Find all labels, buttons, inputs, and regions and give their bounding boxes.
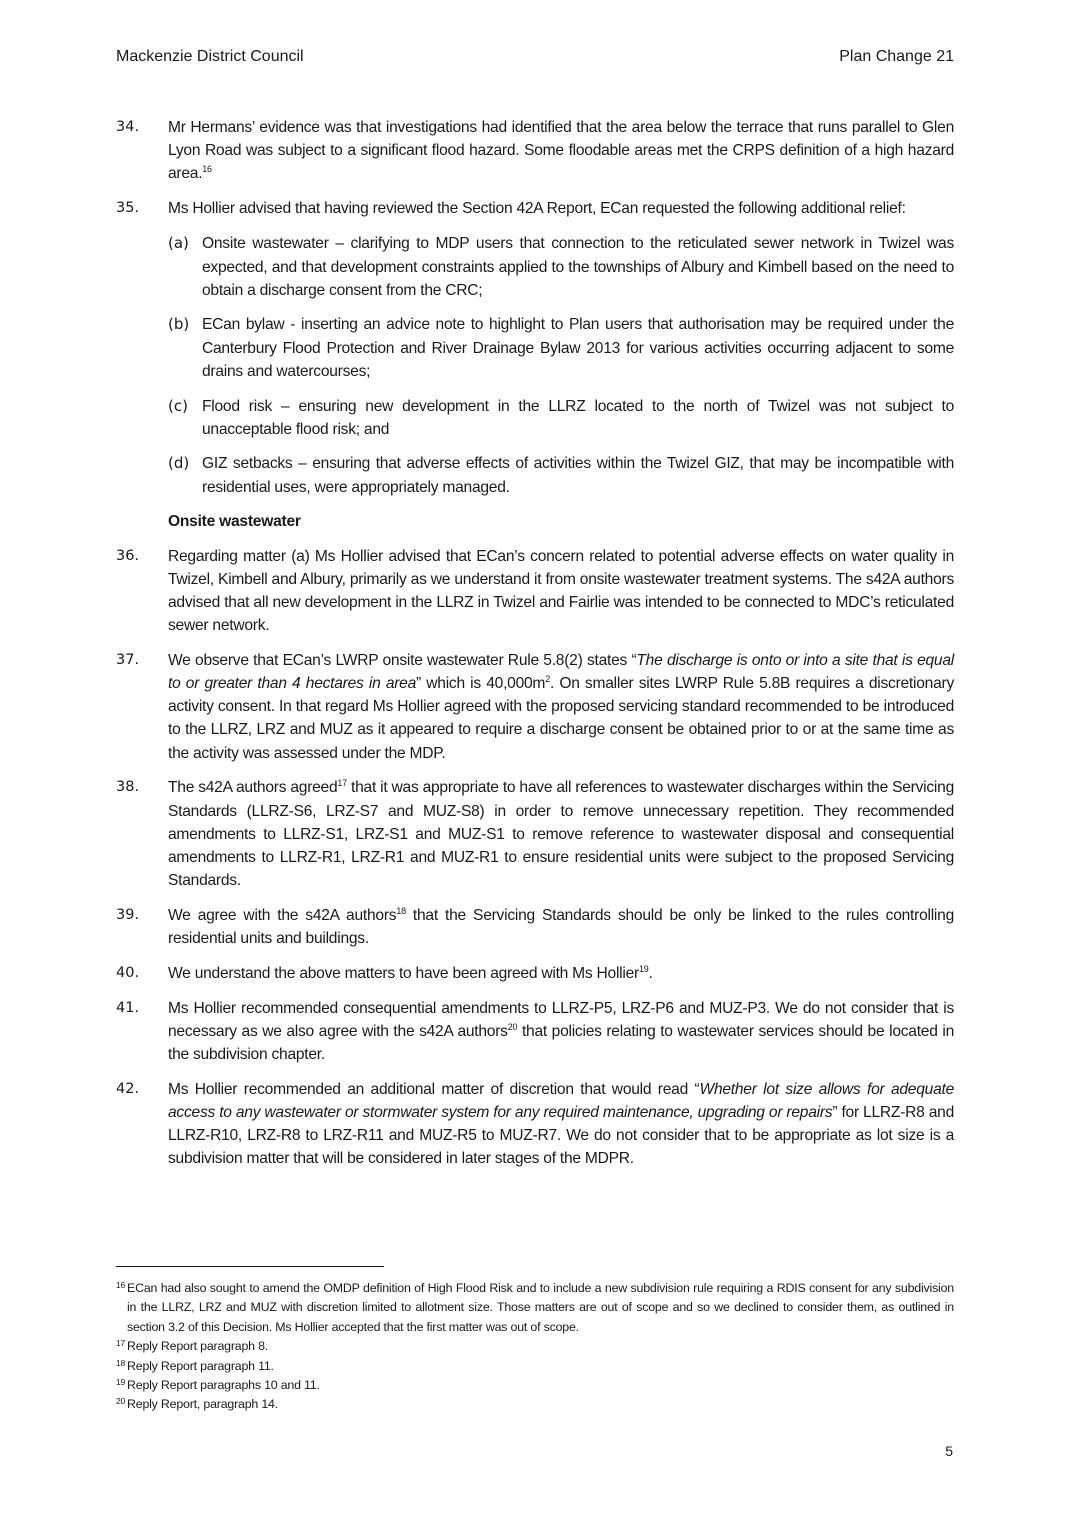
footnotes xyxy=(116,1279,954,1415)
sub-item-c xyxy=(116,395,954,441)
paragraph-35 xyxy=(116,197,954,220)
paragraph-number: 35. xyxy=(116,200,140,217)
footnote-number: 19 xyxy=(116,1377,126,1388)
footnote-text: Reply Report paragraph 8. xyxy=(127,1339,269,1354)
footnote-number: 20 xyxy=(116,1396,126,1407)
footnote-ref[interactable]: 18 xyxy=(396,905,406,916)
footnote-19 xyxy=(116,1376,954,1395)
paragraph-39 xyxy=(116,904,954,950)
sub-item-text: GIZ setbacks – ensuring that adverse effects of activities within the Twizel GIZ, that may be incompatible with residential uses, were appropriately managed. xyxy=(202,455,954,496)
footnote-17 xyxy=(116,1337,954,1356)
paragraph-text: that the Servicing Standards should be only be linked to the rules controlling residential units and buildings. xyxy=(168,906,954,948)
paragraph-number: 39. xyxy=(116,906,140,923)
paragraph-number: 42. xyxy=(116,1080,140,1097)
footnote-ref[interactable]: 20 xyxy=(507,1021,518,1032)
footnote-16 xyxy=(116,1279,954,1337)
sub-item-label: (b) xyxy=(168,315,190,334)
paragraph-38 xyxy=(116,776,954,892)
paragraph-number: 40. xyxy=(116,964,140,981)
footnote-text: Reply Report paragraph 11. xyxy=(127,1358,274,1373)
sub-item-text: ECan bylaw - inserting an advice note to highlight to Plan users that authorisation may be required under the Canterbury Flood Protection and River Drainage Bylaw 2013 for various activities occurring adjacent to some drains and watercourses; xyxy=(202,316,954,380)
paragraph-text: that policies relating to wastewater services should be located in the subdivision chapter. xyxy=(168,1022,954,1063)
document-body xyxy=(116,116,954,1182)
sub-item-label: (a) xyxy=(168,234,189,253)
footnote-ref[interactable]: 16 xyxy=(202,164,212,175)
paragraph-36 xyxy=(116,545,954,638)
footnote-text: ECan had also sought to amend the OMDP definition of High Flood Risk and to include a new subdivision rule requiring a RDIS consent for any subdivision in the LLRZ, LRZ and MUZ with discretion limited to allotment size. Those matters are out of scope and so we declined to consider them, as outlined in section 3.2 of this Decision. Ms Hollier accepted that the first matter was out of scope. xyxy=(127,1281,954,1334)
paragraph-text: Ms Hollier recommended an additional matter of discretion that would read “ xyxy=(168,1080,700,1098)
footnote-ref[interactable]: 17 xyxy=(337,778,347,789)
quoted-rule-text: The discharge is onto or into a site that is equal to or greater than 4 hectares in area xyxy=(168,651,954,693)
footnote-number: 17 xyxy=(116,1338,126,1349)
paragraph-text: Ms Hollier advised that having reviewed the Section 42A Report, ECan requested the following additional relief: xyxy=(168,200,906,218)
footnote-number: 18 xyxy=(116,1357,126,1368)
footnote-text: Reply Report, paragraph 14. xyxy=(127,1397,278,1412)
paragraph-text: Ms Hollier recommended consequential amendments to LLRZ-P5, LRZ-P6 and MUZ-P3. We do not consider that is necessary as we also agree with the s42A authors xyxy=(168,999,954,1040)
section-heading: Onsite wastewater xyxy=(168,513,301,531)
page-number: 5 xyxy=(945,1443,953,1459)
footnote-text: Reply Report paragraphs 10 and 11. xyxy=(127,1378,320,1393)
sub-item-a xyxy=(116,232,954,302)
sub-item-text: Onsite wastewater – clarifying to MDP users that connection to the reticulated sewer network in Twizel was expected, and that development constraints applied to the townships of Albury and Kimbell based on the need to obtain a discharge consent from the CRC; xyxy=(202,235,954,299)
footnote-ref[interactable]: 19 xyxy=(638,963,649,974)
paragraph-42 xyxy=(116,1078,954,1171)
footnote-separator xyxy=(116,1266,384,1267)
paragraph-37 xyxy=(116,649,954,765)
footnote-18 xyxy=(116,1357,954,1376)
sub-item-text: Flood risk – ensuring new development in the LLRZ located to the north of Twizel was not subject to unacceptable flood risk; and xyxy=(202,397,954,438)
paragraph-text: ” which is 40,000m xyxy=(416,675,546,693)
paragraph-text: . On smaller sites LWRP Rule 5.8B requires a discretionary activity consent. In that regard Ms Hollier agreed with the proposed servicing standard recommended to be introduced to the LLRZ, LRZ and MUZ as it appeared to require a discharge consent be obtained prior to or at the same time as the activity was assessed under the MDP. xyxy=(168,675,954,762)
quoted-text: Whether lot size allows for adequate access to any wastewater or stormwater system for any required maintenance, upgrading or repairs xyxy=(168,1080,954,1121)
paragraph-text: We agree with the s42A authors xyxy=(168,906,397,924)
paragraph-number: 38. xyxy=(116,779,140,796)
paragraph-text: We observe that ECan’s LWRP onsite wastewater Rule 5.8(2) states “ xyxy=(168,651,637,669)
paragraph-text: The s42A authors agreed xyxy=(168,779,338,797)
paragraph-text: We understand the above matters to have been agreed with Ms Hollier xyxy=(168,964,639,982)
sub-item-label: (d) xyxy=(168,454,190,473)
paragraph-number: 34. xyxy=(116,119,140,135)
footnote-20 xyxy=(116,1395,954,1414)
paragraph-34 xyxy=(116,116,954,186)
header-right: Plan Change 21 xyxy=(839,48,954,65)
paragraph-40 xyxy=(116,962,954,985)
paragraph-text: Mr Hermans’ evidence was that investigations had identified that the area below the terrace that runs parallel to Glen Lyon Road was subject to a significant flood hazard. Some floodable areas met the CRPS definition of a high hazard area. xyxy=(168,119,954,183)
sub-item-d xyxy=(116,452,954,498)
superscript: 2 xyxy=(545,674,550,685)
paragraph-text: ” for LLRZ-R8 and LLRZ-R10, LRZ-R8 to LRZ-R11 and MUZ-R5 to MUZ-R7. We do not consider that to be appropriate as lot size is a subdivision matter that will be considered in later stages of the MDPR. xyxy=(168,1103,954,1168)
header-left: Mackenzie District Council xyxy=(116,48,304,65)
paragraph-number: 37. xyxy=(116,651,140,668)
sub-item-label: (c) xyxy=(168,396,188,415)
sub-item-b xyxy=(116,313,954,383)
paragraph-text: Regarding matter (a) Ms Hollier advised that ECan’s concern related to potential adverse effects on water quality in Twizel, Kimbell and Albury, primarily as we understand it from onsite wastewater treatment systems. The s42A authors advised that all new development in the LLRZ in Twizel and Fairlie was intended to be connected to MDC’s reticulated sewer network. xyxy=(168,547,954,635)
paragraph-41 xyxy=(116,997,954,1067)
paragraph-text: that it was appropriate to have all references to wastewater discharges within the Servicing Standards (LLRZ-S6, LRZ-S7 and MUZ-S8) in order to remove unnecessary repetition. They recommended amendments to LLRZ-S1, LRZ-S1 and MUZ-S1 to remove reference to wastewater disposal and consequential amendments to LLRZ-R1, LRZ-R1 and MUZ-R1 to ensure residential units were subject to the proposed Servicing Standards. xyxy=(168,779,954,890)
paragraph-number: 36. xyxy=(116,547,140,564)
paragraph-number: 41. xyxy=(116,999,140,1016)
paragraph-text: . xyxy=(648,964,653,982)
footnote-number: 16 xyxy=(116,1280,126,1290)
